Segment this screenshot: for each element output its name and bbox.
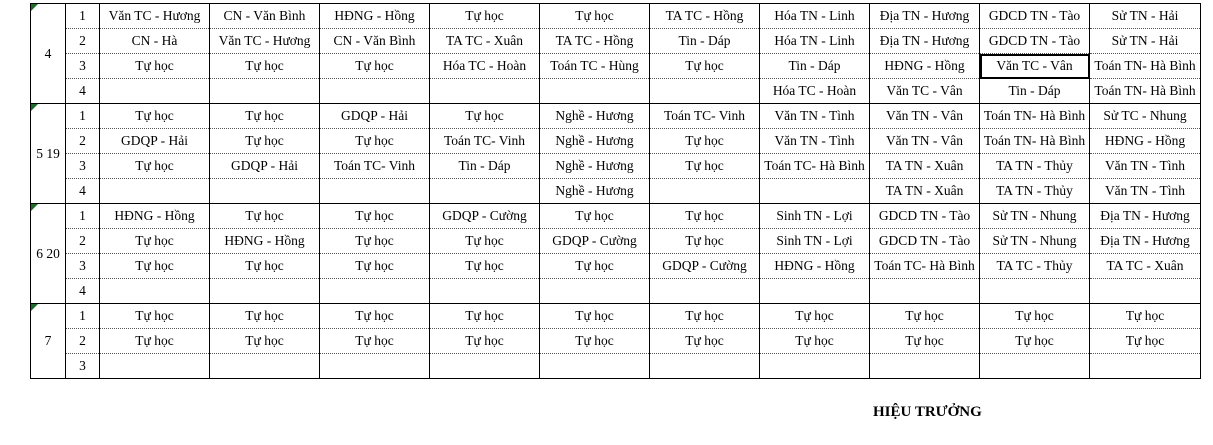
- period-number-cell[interactable]: 2: [66, 129, 100, 154]
- schedule-cell[interactable]: GDCD TN - Tào: [870, 229, 980, 254]
- schedule-cell[interactable]: Tự học: [430, 329, 540, 354]
- schedule-cell[interactable]: HĐNG - Hồng: [1090, 129, 1201, 154]
- schedule-cell[interactable]: Nghề - Hương: [540, 179, 650, 204]
- table-row: [31, 154, 1201, 179]
- schedule-cell[interactable]: GDQP - Hải: [100, 129, 210, 154]
- schedule-cell[interactable]: Tự học: [650, 204, 760, 229]
- schedule-cell[interactable]: CN - Văn Bình: [320, 29, 430, 54]
- schedule-cell[interactable]: [320, 354, 430, 379]
- schedule-cell[interactable]: [980, 279, 1090, 304]
- schedule-cell[interactable]: Tự học: [760, 329, 870, 354]
- day-label-cell[interactable]: [31, 204, 66, 304]
- schedule-cell[interactable]: Toán TN- Hà Bình: [980, 104, 1090, 129]
- schedule-cell[interactable]: Tự học: [100, 54, 210, 79]
- timetable: [30, 3, 1201, 379]
- schedule-cell[interactable]: Tự học: [210, 104, 320, 129]
- schedule-cell[interactable]: Toán TC- Vinh: [320, 154, 430, 179]
- schedule-cell[interactable]: Địa TN - Hương: [1090, 204, 1201, 229]
- schedule-cell[interactable]: Tự học: [540, 254, 650, 279]
- schedule-cell[interactable]: TA TN - Xuân: [870, 154, 980, 179]
- schedule-cell[interactable]: Tự học: [320, 54, 430, 79]
- schedule-cell[interactable]: CN - Văn Bình: [210, 4, 320, 29]
- schedule-cell[interactable]: Toán TC- Vinh: [650, 104, 760, 129]
- day-label: 4: [44, 45, 52, 61]
- schedule-cell[interactable]: [870, 354, 980, 379]
- schedule-cell[interactable]: Sử TN - Hải: [1090, 4, 1201, 29]
- schedule-cell[interactable]: [650, 79, 760, 104]
- schedule-cell[interactable]: Tự học: [320, 304, 430, 329]
- period-number-cell[interactable]: 1: [66, 104, 100, 129]
- cell-corner-marker: [31, 104, 38, 111]
- schedule-cell[interactable]: Tự học: [650, 304, 760, 329]
- schedule-cell[interactable]: Tự học: [210, 254, 320, 279]
- schedule-cell[interactable]: [980, 354, 1090, 379]
- schedule-cell[interactable]: Tự học: [430, 254, 540, 279]
- schedule-cell[interactable]: [760, 279, 870, 304]
- schedule-cell[interactable]: Sinh TN - Lợi: [760, 229, 870, 254]
- schedule-cell[interactable]: Tự học: [870, 304, 980, 329]
- schedule-cell[interactable]: [760, 354, 870, 379]
- day-label: 5 19: [36, 145, 60, 161]
- schedule-cell[interactable]: Tự học: [650, 154, 760, 179]
- period-number-cell[interactable]: 4: [66, 179, 100, 204]
- schedule-cell[interactable]: Toán TC - Hùng: [540, 54, 650, 79]
- schedule-cell[interactable]: TA TC - Hồng: [650, 4, 760, 29]
- schedule-cell[interactable]: [540, 79, 650, 104]
- schedule-cell[interactable]: Tự học: [210, 129, 320, 154]
- signature-title: HIỆU TRƯỞNG: [873, 404, 982, 420]
- table-row: [31, 54, 1201, 79]
- period-number-cell[interactable]: 4: [66, 79, 100, 104]
- schedule-cell[interactable]: Tin - Dáp: [760, 54, 870, 79]
- schedule-cell[interactable]: Tự học: [650, 129, 760, 154]
- schedule-cell[interactable]: Hóa TC - Hoàn: [760, 79, 870, 104]
- period-number-cell[interactable]: 1: [66, 304, 100, 329]
- schedule-cell[interactable]: [430, 179, 540, 204]
- period-number-cell[interactable]: 2: [66, 29, 100, 54]
- schedule-cell[interactable]: TA TN - Thủy: [980, 179, 1090, 204]
- schedule-cell[interactable]: Văn TN - Tình: [760, 104, 870, 129]
- schedule-cell[interactable]: [870, 279, 980, 304]
- schedule-cell[interactable]: Địa TN - Hương: [870, 4, 980, 29]
- period-number-cell[interactable]: 2: [66, 229, 100, 254]
- schedule-cell[interactable]: Sử TC - Nhung: [1090, 104, 1201, 129]
- schedule-cell[interactable]: Tự học: [320, 254, 430, 279]
- schedule-cell[interactable]: Tự học: [100, 104, 210, 129]
- schedule-cell[interactable]: Văn TC - Vân: [980, 54, 1090, 79]
- schedule-cell[interactable]: Tự học: [320, 229, 430, 254]
- schedule-cell[interactable]: GDCD TN - Tào: [980, 29, 1090, 54]
- table-row: [31, 29, 1201, 54]
- period-number-cell[interactable]: 3: [66, 154, 100, 179]
- period-number-cell[interactable]: 3: [66, 254, 100, 279]
- schedule-cell[interactable]: GDQP - Cường: [650, 254, 760, 279]
- schedule-cell[interactable]: Tin - Dáp: [650, 29, 760, 54]
- table-row: [31, 354, 1201, 379]
- schedule-cell[interactable]: HĐNG - Hồng: [760, 254, 870, 279]
- schedule-cell[interactable]: [650, 179, 760, 204]
- table-row: [31, 4, 1201, 29]
- table-row: [31, 279, 1201, 304]
- table-row: [31, 129, 1201, 154]
- schedule-cell[interactable]: Địa TN - Hương: [1090, 229, 1201, 254]
- schedule-cell[interactable]: TA TN - Xuân: [870, 179, 980, 204]
- schedule-cell[interactable]: Nghề - Hương: [540, 129, 650, 154]
- schedule-cell[interactable]: Tự học: [540, 304, 650, 329]
- schedule-cell[interactable]: Tự học: [100, 254, 210, 279]
- schedule-cell[interactable]: [210, 79, 320, 104]
- schedule-cell[interactable]: Tự học: [100, 154, 210, 179]
- day-label: 6 20: [36, 245, 60, 261]
- table-row: [31, 304, 1201, 329]
- schedule-cell[interactable]: Toán TC- Hà Bình: [760, 154, 870, 179]
- schedule-cell[interactable]: Văn TC - Vân: [870, 79, 980, 104]
- cell-corner-marker: [31, 4, 38, 11]
- schedule-cell[interactable]: GDCD TN - Tào: [870, 204, 980, 229]
- schedule-cell[interactable]: Toán TC- Hà Bình: [870, 254, 980, 279]
- schedule-cell[interactable]: Địa TN - Hương: [870, 29, 980, 54]
- table-row: [31, 254, 1201, 279]
- day-label: 7: [44, 333, 52, 348]
- day-label-cell[interactable]: [31, 104, 66, 204]
- period-number-cell[interactable]: 1: [66, 4, 100, 29]
- schedule-cell[interactable]: [320, 179, 430, 204]
- schedule-cell[interactable]: CN - Hà: [100, 29, 210, 54]
- schedule-cell[interactable]: Toán TN- Hà Bình: [1090, 79, 1201, 104]
- period-number-cell[interactable]: 2: [66, 329, 100, 354]
- schedule-cell[interactable]: Toán TN- Hà Bình: [1090, 54, 1201, 79]
- schedule-cell[interactable]: Tự học: [100, 304, 210, 329]
- table-row: [31, 329, 1201, 354]
- schedule-cell[interactable]: Tin - Dáp: [980, 79, 1090, 104]
- schedule-cell[interactable]: Nghề - Hương: [540, 104, 650, 129]
- schedule-cell[interactable]: Văn TC - Hương: [100, 4, 210, 29]
- day-label-cell[interactable]: [31, 4, 66, 104]
- schedule-cell[interactable]: [1090, 354, 1201, 379]
- schedule-cell[interactable]: Tự học: [430, 4, 540, 29]
- schedule-cell[interactable]: Tự học: [1090, 304, 1201, 329]
- schedule-cell[interactable]: Văn TC - Hương: [210, 29, 320, 54]
- schedule-cell[interactable]: Văn TN - Vân: [870, 104, 980, 129]
- schedule-cell[interactable]: Tự học: [320, 129, 430, 154]
- schedule-cell[interactable]: [100, 354, 210, 379]
- day-label-cell[interactable]: [31, 304, 66, 379]
- schedule-cell[interactable]: HĐNG - Hồng: [100, 204, 210, 229]
- period-number-cell[interactable]: 3: [66, 354, 100, 379]
- schedule-cell[interactable]: Tự học: [650, 329, 760, 354]
- schedule-cell[interactable]: Văn TN - Tình: [1090, 179, 1201, 204]
- schedule-cell[interactable]: Tự học: [980, 304, 1090, 329]
- schedule-cell[interactable]: Văn TN - Tình: [760, 129, 870, 154]
- schedule-cell[interactable]: TA TC - Xuân: [1090, 254, 1201, 279]
- schedule-cell[interactable]: Tin - Dáp: [430, 154, 540, 179]
- schedule-cell[interactable]: [320, 279, 430, 304]
- schedule-cell[interactable]: [1090, 279, 1201, 304]
- schedule-cell[interactable]: [100, 179, 210, 204]
- schedule-cell[interactable]: HĐNG - Hồng: [210, 229, 320, 254]
- schedule-cell[interactable]: TA TN - Thủy: [980, 154, 1090, 179]
- schedule-cell[interactable]: Tự học: [540, 4, 650, 29]
- schedule-cell[interactable]: Văn TN - Vân: [870, 129, 980, 154]
- schedule-cell[interactable]: Sinh TN - Lợi: [760, 204, 870, 229]
- schedule-cell[interactable]: Hóa TN - Linh: [760, 4, 870, 29]
- schedule-cell[interactable]: HĐNG - Hồng: [870, 54, 980, 79]
- schedule-cell[interactable]: Tự học: [210, 304, 320, 329]
- schedule-cell[interactable]: Hóa TN - Linh: [760, 29, 870, 54]
- period-number-cell[interactable]: 1: [66, 204, 100, 229]
- schedule-cell[interactable]: [430, 354, 540, 379]
- schedule-cell[interactable]: Tự học: [320, 204, 430, 229]
- period-number-cell[interactable]: 3: [66, 54, 100, 79]
- schedule-cell[interactable]: [540, 279, 650, 304]
- schedule-cell[interactable]: Tự học: [650, 229, 760, 254]
- schedule-cell[interactable]: [320, 79, 430, 104]
- table-row: [31, 179, 1201, 204]
- schedule-cell[interactable]: Nghề - Hương: [540, 154, 650, 179]
- schedule-cell[interactable]: Hóa TC - Hoàn: [430, 54, 540, 79]
- schedule-cell[interactable]: GDQP - Hải: [210, 154, 320, 179]
- period-number-cell[interactable]: 4: [66, 279, 100, 304]
- schedule-cell[interactable]: Tự học: [760, 304, 870, 329]
- schedule-cell[interactable]: Tự học: [870, 329, 980, 354]
- schedule-cell[interactable]: [210, 179, 320, 204]
- schedule-cell[interactable]: Tự học: [430, 304, 540, 329]
- schedule-cell[interactable]: GDCD TN - Tào: [980, 4, 1090, 29]
- table-row: [31, 79, 1201, 104]
- schedule-cell[interactable]: TA TC - Xuân: [430, 29, 540, 54]
- schedule-cell[interactable]: Sử TN - Nhung: [980, 204, 1090, 229]
- schedule-cell[interactable]: Toán TN- Hà Bình: [980, 129, 1090, 154]
- schedule-cell[interactable]: Tự học: [100, 229, 210, 254]
- cell-corner-marker: [31, 204, 38, 211]
- schedule-cell[interactable]: Tự học: [980, 329, 1090, 354]
- schedule-cell[interactable]: Tự học: [540, 204, 650, 229]
- schedule-cell[interactable]: Tự học: [430, 229, 540, 254]
- schedule-cell[interactable]: [650, 354, 760, 379]
- schedule-cell[interactable]: [210, 279, 320, 304]
- schedule-cell[interactable]: GDQP - Hải: [320, 104, 430, 129]
- schedule-cell[interactable]: Tự học: [540, 329, 650, 354]
- schedule-cell[interactable]: Tự học: [100, 329, 210, 354]
- timetable-body: [31, 4, 1201, 379]
- schedule-cell[interactable]: Tự học: [320, 329, 430, 354]
- schedule-cell[interactable]: [650, 279, 760, 304]
- schedule-cell[interactable]: Tự học: [430, 104, 540, 129]
- schedule-cell[interactable]: GDQP - Cường: [430, 204, 540, 229]
- table-row: [31, 229, 1201, 254]
- schedule-cell[interactable]: [100, 279, 210, 304]
- table-row: [31, 104, 1201, 129]
- schedule-cell[interactable]: Sử TN - Hải: [1090, 29, 1201, 54]
- schedule-cell[interactable]: GDQP - Cường: [540, 229, 650, 254]
- schedule-cell[interactable]: [430, 279, 540, 304]
- schedule-cell[interactable]: Tự học: [650, 54, 760, 79]
- schedule-cell[interactable]: [100, 79, 210, 104]
- cell-corner-marker: [31, 304, 38, 311]
- schedule-cell[interactable]: Văn TN - Tình: [1090, 154, 1201, 179]
- table-row: [31, 204, 1201, 229]
- schedule-cell[interactable]: Toán TC- Vinh: [430, 129, 540, 154]
- schedule-cell[interactable]: Tự học: [1090, 329, 1201, 354]
- schedule-cell[interactable]: TA TC - Thủy: [980, 254, 1090, 279]
- schedule-cell[interactable]: [540, 354, 650, 379]
- schedule-cell[interactable]: Tự học: [210, 329, 320, 354]
- schedule-cell[interactable]: Tự học: [210, 204, 320, 229]
- schedule-cell[interactable]: HĐNG - Hồng: [320, 4, 430, 29]
- schedule-cell[interactable]: [760, 179, 870, 204]
- schedule-cell[interactable]: Tự học: [210, 54, 320, 79]
- schedule-cell[interactable]: [210, 354, 320, 379]
- schedule-cell[interactable]: Sử TN - Nhung: [980, 229, 1090, 254]
- schedule-cell[interactable]: TA TC - Hồng: [540, 29, 650, 54]
- schedule-cell[interactable]: [430, 79, 540, 104]
